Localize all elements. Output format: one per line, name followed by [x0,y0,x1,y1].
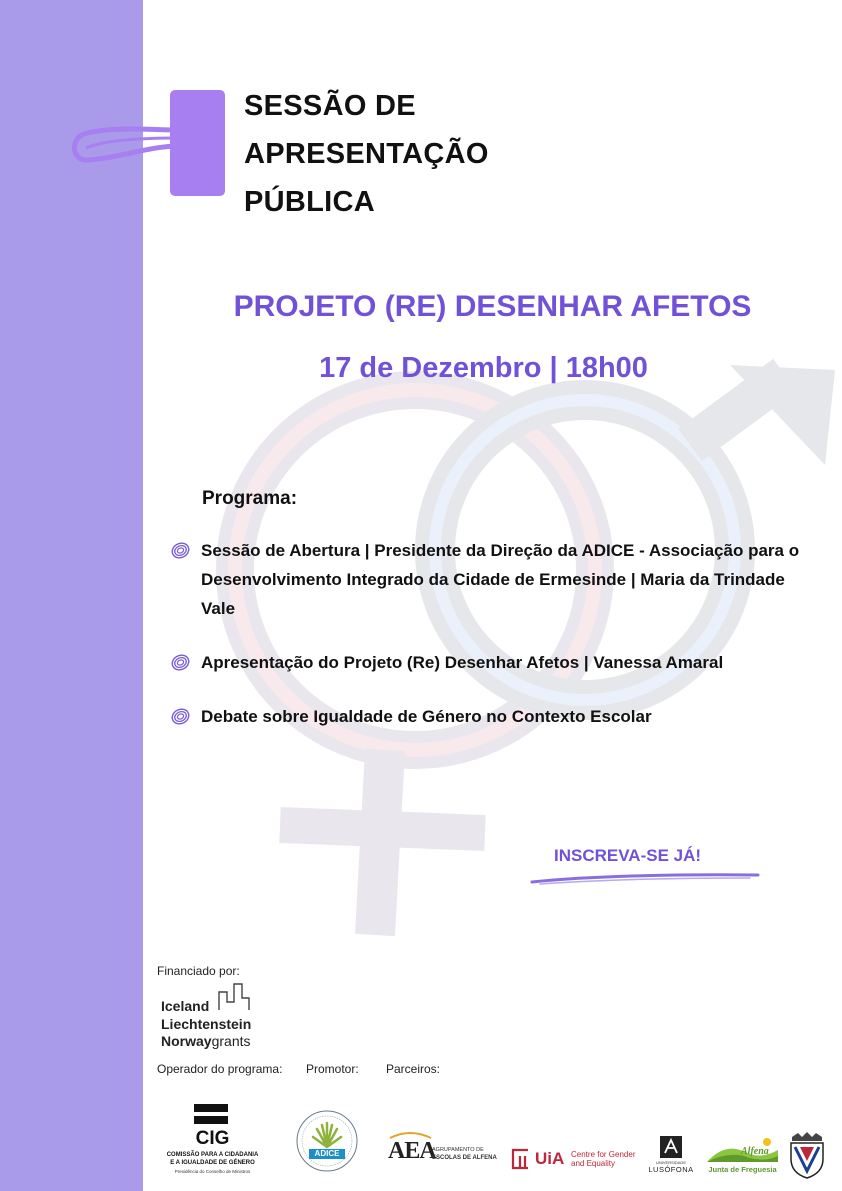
cig-logo [160,1104,265,1182]
lusofona-logo [648,1136,694,1180]
register-link[interactable]: INSCREVA-SE JÁ! [554,846,702,865]
uia-text: UiA [535,1149,565,1168]
adice-text: ADICE [314,1149,340,1158]
grants-liechtenstein: Liechtenstein [161,1016,252,1032]
grants-icon [217,982,255,1012]
program-item [170,648,810,677]
program-item-text: Sessão de Abertura | Presidente da Direção da ADICE - Associação para o Desenvolvimento Integrado da Cidade de Ermesinde | Maria da Trindade Vale [201,541,800,618]
scribble-bullet-icon [170,652,191,673]
grants-word: grants [211,1033,251,1049]
cig-short: CIG [195,1128,230,1149]
aea-text: AEA [388,1138,436,1164]
program-item [170,536,810,623]
cig-full-2: E A IGUALDADE DE GÉNERO [170,1160,255,1166]
aea-sub-1: AGRUPAMENTO DE [432,1147,484,1153]
partners-label: Parceiros: [386,1062,441,1076]
event-date: 17 de Dezembro | 18h00 [319,352,648,384]
uia-sub-2: and Equality [571,1159,616,1168]
program-item [170,702,810,731]
cig-full-1: COMISSÃO PARA A CIDADANIA [166,1152,259,1158]
adice-logo [295,1109,359,1173]
eea-grants-logo [161,985,271,1050]
alfena-sub: Junta de Freguesia [708,1165,777,1174]
cig-sub: Presidência do Conselho de Ministros [174,1169,251,1174]
title-line-1: SESSÃO DE [244,90,416,122]
grants-iceland: Iceland [161,998,210,1014]
page-title [244,82,489,226]
alfena-text: Alfena [741,1146,769,1157]
coat-of-arms-logo [788,1131,826,1179]
brush-underline [530,870,762,888]
promoter-label: Promotor: [306,1062,359,1076]
program-item-text: Apresentação do Projeto (Re) Desenhar Afetos | Vanessa Amaral [201,653,724,672]
project-title: PROJETO (RE) DESENHAR AFETOS [233,290,752,323]
alfena-logo [705,1134,780,1180]
title-line-2: APRESENTAÇÃO [244,138,489,170]
adice-emblem [295,1109,359,1173]
program-heading: Programa: [202,488,298,509]
uia-mark-icon [511,1148,530,1170]
lusofona-text: LUSÓFONA [648,1165,694,1174]
program-item-text: Debate sobre Igualdade de Género no Contexto Escolar [201,707,652,726]
funded-by-label: Financiado por: [157,964,240,978]
lusofona-emblem [660,1136,682,1158]
operator-label: Operador do programa: [157,1062,283,1076]
lusofona-sub: UNIVERSIDADE [655,1160,686,1165]
grants-norway: Norway [161,1033,212,1049]
aea-logo [388,1134,498,1174]
scribble-bullet-icon [170,540,191,561]
scribble-bullet-icon [170,706,191,727]
aea-sub-2: ESCOLAS DE ALFENA [432,1155,497,1161]
uia-sub-1: Centre for Gender [571,1150,636,1159]
uia-logo [511,1146,641,1174]
binder-clip-icon [70,88,230,198]
title-line-3: PÚBLICA [244,186,375,218]
